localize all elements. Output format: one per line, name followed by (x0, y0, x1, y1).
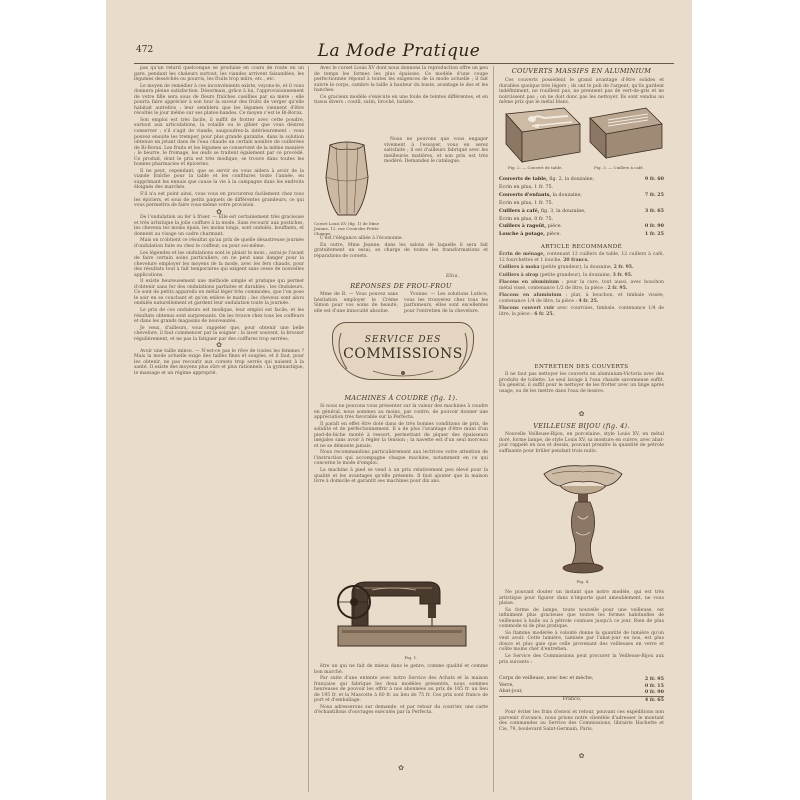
header-rule (134, 63, 674, 64)
commande-text (499, 710, 664, 750)
reponses-title: RÉPONSES DE FROU-FROU (350, 282, 452, 290)
item-label: Flacons en aluminium (499, 293, 562, 299)
article-item (499, 280, 664, 291)
item-price: 20 francs. (563, 257, 589, 263)
sewing-machine-illustration (332, 534, 472, 656)
paragraph: Il ne faut pas nettoyer les couverts en aluminium-Victoria avec des produits de toilette. Le seul lavage à l'eau chaude savonneuse suffit. En général, il suffit pour le nettoyer de les frotter avec un linge après usage, ou de les mettre dans l'eau de lessive. (499, 372, 664, 394)
item-label: Corps de veilleuse, avec bec et mèche, (499, 676, 594, 681)
paragraph: Yvonne. — Les solutions Lutèce, vous les trouverez chez tous les parfumeurs, elles sont excellentes pour l'entretien de la chevelure. (404, 292, 488, 314)
article-title: ARTICLE RECOMMANDÉ (540, 244, 623, 250)
paragraph: Avoir une taille mince. — N'est-ce pas le rêve de toutes les femmes ? Mais la mode actuelle exige des tailles fines et souples, et il faut, pour les obtenir, ne pas recourir aux corsets trop serrés qui nuisent à la santé. Il existe des moyens plus sûrs et plus rationnels : la gymnastique, le massage et un régime approprié. (134, 348, 304, 376)
item-price: 2 fr. 95. (613, 265, 634, 271)
paragraph: Ce gracieux modèle s'exécute en une foule de teintes différentes, et en tissus divers : coutil, satin, broché, batiste. (314, 94, 488, 106)
paragraph: Nous adresserons sur demande, et par retour du courrier, une carte d'échantillons d'ouvrages exécutés par la Perfecta. (314, 704, 488, 716)
corset-caption: Corset Louis XV (fig. 1) de Mme Jeanne, 12, rue Croix-des-Petits-Champs. (314, 221, 380, 236)
paragraph: Son emploi est très facile, il suffit de frotter avec cette poudre, surtout aux articulations, la volaille ou le gibier que vous désirez conserver ; s'il s'agit de viande, saupoudrez-la intérieurement : vous pouvez ensuite les tremper, pour plus grande garantie, dans la solution obtenue en jetant dans de l'eau chaude un certain nombre de cuillerées de Bi-Borax. Les fruits et les légumes se conservent de la même manière ; le beurre, le fromage, les œufs se traitent également par ce procédé. Ce produit, dont le prix est très modique, se trouve dans toutes les bonnes pharmacies et épiceries. (134, 117, 304, 168)
entretien-text (499, 372, 664, 408)
paragraph: En outre, Mme Jeanne, dans les salons de laquelle il sera fait gratuitement un essai, se charge de toutes les transformations et réparations de corsets. (314, 242, 488, 259)
price-row (499, 689, 664, 696)
item-price: 6 fr. 25. (534, 311, 555, 317)
item-label: Couverts d'enfants, (499, 191, 552, 198)
cutlery-price-list (499, 176, 664, 239)
paragraph: Il existe heureusement une méthode simple et pratique qui permet d'obtenir sans fer des ondulations parfaites et durables : les Onduleurs. Ce sont de petits appareils en métal léger très commodes, que l'on pose le soir en se couchant et qu'on enlève le matin ; les cheveux sont alors ondulés naturellement et gardent leur ondulation toute la journée. (134, 279, 304, 307)
price-row (499, 208, 664, 216)
item-price: 3 fr. 95. (612, 272, 633, 278)
ornament: ✿ (398, 764, 404, 772)
price-row (499, 200, 664, 208)
item-label: Écrin de ménage, (499, 252, 545, 257)
page-number: 472 (136, 45, 154, 55)
fig3-caption: Fig. 3. — Cuillers à café. (594, 165, 644, 170)
couverts-intro (499, 78, 664, 106)
item-detail: fig. 3, la douzaine, (539, 208, 586, 214)
paragraph: Par suite d'une entente avec notre Service des Achats et la maison française qui fabrique les deux modèles présentés, nous sommes heureuses de pouvoir les offrir à nos abonnées au prix de 165 fr. au lieu de 195 fr. et la Mascotte à 60 fr. au lieu de 75 fr. Ces prix sont franco de port et d'emballage. (314, 676, 488, 704)
ornament: ✿ (216, 207, 222, 216)
item-detail: : pour la cure, tout aussi, avec bouchon métal vissé, contenance 1/2 de litre, la pièce : (499, 280, 664, 291)
machine-caption: Fig. 1. (404, 655, 418, 660)
signature: Eliza. (446, 274, 459, 279)
corset-illustration (316, 137, 378, 221)
price-row (499, 184, 664, 192)
banner-line-2: COMMISSIONS (343, 346, 463, 362)
couverts-title: COUVERTS MASSIFS EN ALUMINIUM (511, 67, 652, 75)
item-detail: avec courroies, timbale, contenance 1/4 de litre, la pièce : (499, 306, 664, 317)
item-label: Cuillers à café, (499, 207, 540, 214)
item-extra: Écrin en plus, 1 fr. 75. (499, 184, 554, 190)
veilleuse-lamp-illustration (538, 460, 628, 580)
item-label: Couverts de table, (499, 176, 548, 182)
item-price: 0 fr. 15 (644, 682, 664, 689)
paragraph: Il ne peut, cependant, que se servir en vous aidera à avoir de la viande fraîche pour la table et les confitures toute l'année, en supprimant les ennuis que cause la vie à la campagne dans les endroits éloignés des marchés. (134, 168, 304, 191)
item-detail: (petite grandeur), la douzaine, (539, 265, 613, 271)
price-row (499, 176, 664, 184)
col2-corset-text (384, 137, 488, 233)
item-detail: (petite grandeur), la douzaine, (538, 272, 612, 278)
paragraph: Le moyen de remédier à ces inconvénients existe, voyons-le, et il vous donnera pleine satisfaction. Désormais, grâce à lui, l'approvisionnement de votre fille sera sous de fleurs fraîches cueillies par sa mère ; elle pourra faire apprécier à son tour la saveur des fruits de verger qu'elle habitait autrefois ; leur semblera que les légumes viennent d'être récoltés le jour même sur ses plates-bandes. Ce moyen c'est le Bi-Borax. (134, 83, 304, 117)
item-price: 2 fr. 95. (607, 285, 628, 291)
item-label: Cuillers à sirop (499, 272, 539, 278)
item-label: Louche à potage, (499, 231, 545, 238)
paragraph: Ces couverts possèdent le grand avantage d'être solides et durables quoique très légers ; ils ont le poli de l'argent, qu'ils gardent indéfiniment, ne rouillent pas, ne prennent pas de vert-de-gris et ne noircissent pas ; on ne doit donc pas les nettoyer. Ils sont vendus au même prix que le métal blanc. (499, 78, 664, 106)
item-label: Flacons couvert cuir (499, 306, 555, 312)
column-divider-2 (493, 66, 494, 792)
veilleuse-text (499, 432, 664, 460)
item-detail: la douzaine, (551, 192, 582, 198)
item-price: 2 fr. 95 (644, 676, 664, 682)
veilleuse-price-list (499, 676, 664, 703)
article-item (499, 252, 664, 263)
paragraph: Je veux, d'ailleurs, vous rappeler que, pour obtenir une belle chevelure, il faut commencer par la soigner : la laver souvent, la brosser régulièrement, et ne pas la fatiguer par des coiffures trop serrées. (134, 325, 304, 342)
fig2-caption: Fig. 2. — Couvert de table. (508, 165, 563, 170)
paragraph: Avec le corset Louis XV dont nous donnons la reproduction offre un peu de temps les formes les plus épaisses. Ce modèle d'une coupe perfectionnée répond à toutes les exigences de la mode actuelle ; il fait suivre le corps, cambre la taille à hauteur du buste, avantage le dos et les hanches. (314, 66, 488, 94)
ornament: ✿ (216, 341, 222, 350)
paragraph: Nouvelle Veilleuse-Bijou, en porcelaine, style Louis XV, en métal doré, forme lampe, de style Louis XV, sa monture en cuivre, avec abat-jour rappelé en nos et dessin, pouvant prendre la quantité de pétrole suffisante pour brûler pendant trois nuits. (499, 432, 664, 454)
cutlery-case-illustration (502, 104, 584, 166)
item-extra: Écrin en plus, 1 fr. 75. (499, 200, 554, 206)
paragraph: Les légendes et les ondulations sont le plaisir le mois ; aurai-je l'avant de faire certain soins particuliers, on ne peut sans danger pour la chevelure employer les moyens de la mode, avec les fers chauds, pour des résultats tout à fait temporaires qui exigent sans cesse de nouvelles applications. (134, 250, 304, 278)
banner-line-1: SERVICE DES (364, 335, 442, 345)
col2-corset-text-2 (314, 236, 488, 276)
item-extra: pièce. (544, 232, 561, 238)
paragraph: Mais on n'obtient ce résultat qu'au prix de quelle désastreuse journée d'ondulation faite ou chez le coiffeur, ou pour soi-même. (134, 238, 304, 249)
item-price: 4 fr. 25. (578, 298, 599, 304)
magazine-title: La Mode Pratique (317, 41, 481, 61)
paragraph: De l'ondulation au fer à friser. — Elle est certainement très gracieuse et très artistique la jolie coiffure à la mode. Sans recourir aux postiches, les cheveux les moins épais, les moins longs, sont ondulés, bouffants, et donnent au visage un cadre charmant. (134, 215, 304, 237)
item-price: 0 fr. 90 (644, 223, 664, 230)
item-label: Flacons en aluminium (499, 280, 560, 286)
article-item (499, 306, 664, 317)
spoon-box-illustration (586, 104, 666, 164)
ornament: ✿ (578, 752, 585, 760)
item-price: 4 fr. 65 (644, 696, 664, 703)
item-detail: fig. 2, la douzaine, (547, 177, 595, 182)
paragraph: La machine à pied se vend à un prix relativement peu élevé pour la qualité et les avantages qu'elle présente. Il faut ajouter que la maison livre à domicile et garantit ses machines pour dix ans. (314, 468, 488, 485)
article-item (499, 293, 664, 304)
paragraph: Sa forme de lampe, toute nouvelle pour une veilleuse, est infiniment plus gracieuse que toutes les formes habituelles de veilleuses à huile ou à pétrole connues jusqu'à ce jour. Rien de plus commode ni de plus pratique. (499, 607, 664, 630)
machines-title: MACHINES À COUDRE (fig. 1). (344, 394, 458, 402)
paragraph: Nous ne pouvons que vous engager vivement à l'essayer, vous en serez satisfaite ; il est d'ailleurs fabriqué avec les meilleures matières, et son prix est très modéré. Demandez le catalogue. (384, 137, 488, 165)
paragraph: Sa flamme modérée à volonté donne la quantité de lumière qu'on veut avoir. Cette lumière, tamisée par l'abat-jour en nos, est plus douce et plus gaie que celle provenant des veilleuses en verre et coûte moins cher d'entretien. (499, 630, 664, 653)
item-label: Verre, (499, 682, 514, 688)
article-item (499, 273, 664, 279)
paragraph: Le prix de ces onduleurs est modique, leur emploi est facile, et les résultats obtenus sont surprenants. On les trouve chez tous les coiffeurs et dans les grands magasins de nouveautés. (134, 307, 304, 325)
paragraph: S'il n'a est point ainsi, vous vous en procurerez facilement chez tous les épiciers, et sous de petits paquets de différentes grandeurs, ce qui vous permettra de faire vous-même votre provision. (134, 192, 304, 209)
item-price: 1 fr. 25 (644, 231, 664, 238)
article-item (499, 265, 664, 271)
paragraph: Le Service des Commissions peut procurer la Veilleuse-Bijou aux prix suivants : (499, 654, 664, 665)
veilleuse-body (499, 590, 664, 676)
item-price: 0 fr. 90 (644, 689, 664, 695)
veilleuse-title: VEILLEUSE BIJOU (fig. 4). (533, 422, 630, 430)
item-price: 3 fr. 65 (644, 207, 664, 214)
item-price: 7 fr. 25 (644, 191, 664, 198)
item-label: Franco, (562, 696, 582, 702)
paragraph: C'est l'élégance alliée à l'économie. (320, 236, 403, 241)
paragraph: Il paraît en effet être doté dans de très bonnes conditions de prix, de solidité et de perfectionnement. Il a de plus l'avantage d'être muni d'un pied-de-biche monté à ressort, permettant de piquer des épaisseurs inégales sans avoir à régler la tension ; la navette est d'un seul morceau et ne se démonte jamais. (314, 421, 488, 449)
item-detail: contenant 12 cuillers de table, 12 cuillers à café, 12 fourchettes et 1 louche, (499, 252, 664, 263)
item-price: 9 fr. 60 (644, 176, 664, 182)
paragraph: Si nous ne pouvons vous présenter sur la valeur des machines à coudre en général, nous sommes au moins, par contre, de pouvoir donner une appréciation très favorable sur la Perfecta. (314, 404, 488, 421)
service-commissions-banner (332, 322, 474, 380)
paragraph: pas qu'un retard quelconque se produise en cours de route en un gare, pendant les chaleurs surtout, les viandes arrivent faisandées, les légumes desséchés ou pourris, les fruits trop mûrs, etc., etc. (134, 66, 304, 83)
magazine-page (106, 0, 692, 800)
price-row (499, 192, 664, 200)
paragraph: Mme de B. — Vous pouvez sans hésitation employer le Crème Simon pour vos soins de beauté, elle est d'une innocuité absolue. (314, 292, 398, 314)
fig4-caption: Fig. 4. (576, 579, 590, 584)
item-label: Cuillers à ragoût, (499, 223, 547, 230)
item-extra: pièce. (546, 224, 563, 230)
item-detail: : plat, à bouchon, et timbale vissée, contenance 1/4 de litre, la pièce : (499, 293, 664, 304)
column-1 (134, 66, 304, 792)
price-row (499, 231, 664, 239)
price-row (499, 696, 664, 704)
item-label: Abat-jour, (499, 689, 523, 694)
paragraph: Nous recommandons particulièrement aux lectrices votre attention de l'instruction qui accompagne chaque machine, notamment en ce qui concerne le mode d'emploi. (314, 450, 488, 467)
paragraph: être un qui ne fait de mieux dans le genre, comme qualité et comme bon marché. (314, 664, 488, 675)
article-list (499, 252, 664, 362)
col2-bottom-text (314, 664, 488, 764)
paragraph: Ne pouvant douter un instant que notre modèle, qui est très artistique pour figurer dans n'importe quel ameublement, ne vous plaise. (499, 590, 664, 607)
column-divider-1 (308, 66, 309, 792)
item-extra: Écrin en plus, 0 fr. 75. (499, 216, 554, 222)
paragraph: Pour éviter les frais d'envoi et retour, pouvant ces expéditions non parvenir d'avance, nous prions notre clientèle d'adresser le montant des commandes au Service des Commissions, librairie Hachette et Cie, 79, boulevard Saint-Germain, Paris. (499, 710, 664, 732)
item-label: Cuillers à moka (499, 265, 540, 271)
ornament: ✿ (578, 410, 585, 418)
col2-top-text (314, 66, 488, 136)
col2-machines-text (314, 404, 488, 534)
entretien-title: ENTRETIEN DES COUVERTS (534, 364, 629, 370)
